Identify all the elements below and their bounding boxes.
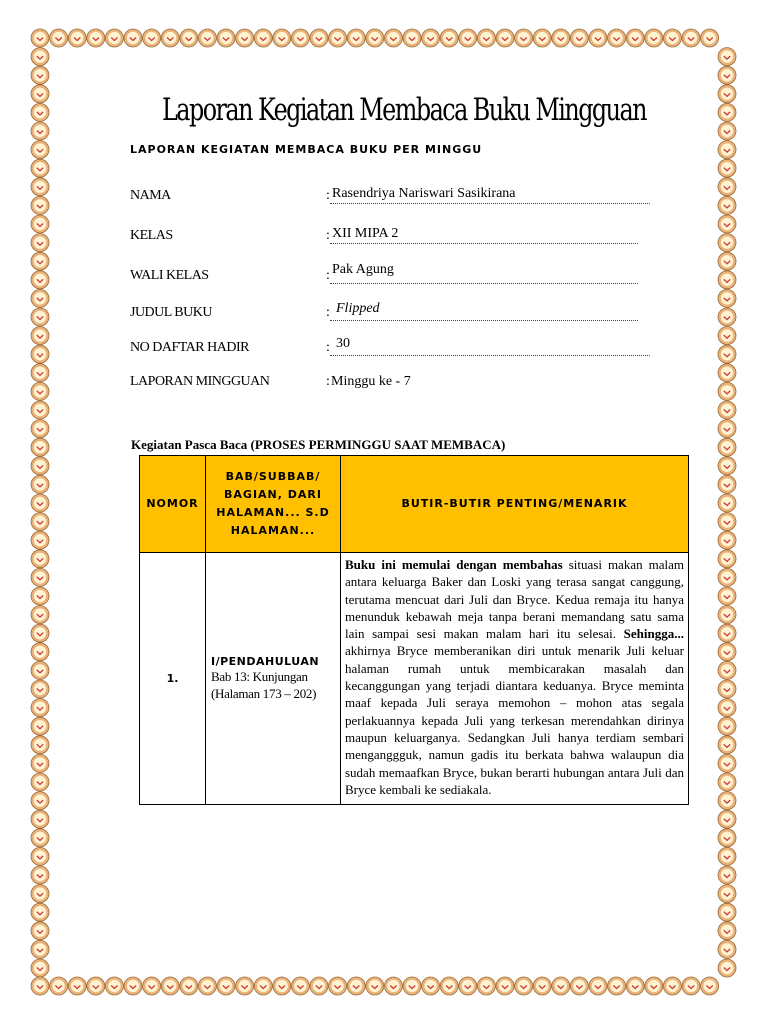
- smiley-border-icon: [589, 29, 607, 47]
- smiley-border-icon: [552, 977, 570, 995]
- field-label-judul-buku: JUDUL BUKU: [130, 305, 212, 320]
- smiley-border-icon: [403, 977, 421, 995]
- smiley-border-icon: [589, 977, 607, 995]
- smiley-border-icon: [533, 29, 551, 47]
- smiley-border-icon: [718, 420, 736, 438]
- smiley-border-icon: [31, 903, 49, 921]
- smiley-border-icon: [533, 977, 551, 995]
- smiley-border-icon: [459, 29, 477, 47]
- field-value-judul-buku: Flipped: [336, 301, 380, 316]
- smiley-border-icon: [645, 977, 663, 995]
- smiley-border-icon: [124, 29, 142, 47]
- smiley-border-icon: [552, 29, 570, 47]
- summary-bold-transition: Sehingga...: [623, 626, 684, 642]
- smiley-border-icon: [143, 977, 161, 995]
- smiley-border-icon: [608, 29, 626, 47]
- smiley-border-icon: [718, 717, 736, 735]
- smiley-border-icon: [718, 922, 736, 940]
- smiley-border-icon: [87, 29, 105, 47]
- row-chapter: [206, 553, 341, 805]
- smiley-border-icon: [31, 513, 49, 531]
- smiley-border-icon: [31, 457, 49, 475]
- smiley-border-icon: [310, 29, 328, 47]
- smiley-border-icon: [718, 829, 736, 847]
- row-summary: [341, 553, 689, 805]
- smiley-border-icon: [31, 234, 49, 252]
- smiley-border-icon: [236, 29, 254, 47]
- smiley-border-icon: [718, 289, 736, 307]
- smiley-border-icon: [626, 29, 644, 47]
- smiley-border-icon: [718, 364, 736, 382]
- field-colon: :: [326, 268, 330, 283]
- smiley-border-icon: [105, 977, 123, 995]
- smiley-border-icon: [31, 680, 49, 698]
- smiley-border-icon: [68, 29, 86, 47]
- smiley-border-icon: [496, 29, 514, 47]
- smiley-border-icon: [718, 308, 736, 326]
- smiley-border-icon: [718, 196, 736, 214]
- smiley-border-icon: [31, 308, 49, 326]
- smiley-border-icon: [718, 178, 736, 196]
- smiley-border-icon: [718, 959, 736, 977]
- smiley-border-icon: [310, 977, 328, 995]
- smiley-border-icon: [515, 29, 533, 47]
- smiley-border-icon: [477, 977, 495, 995]
- smiley-border-icon: [718, 773, 736, 791]
- smiley-border-icon: [50, 29, 68, 47]
- smiley-border-icon: [31, 141, 49, 159]
- smiley-border-icon: [31, 643, 49, 661]
- field-colon: :: [326, 340, 330, 355]
- main-title-text: Laporan Kegiatan Membaca Buku Mingguan: [162, 92, 648, 128]
- field-value-laporan-mingguan: Minggu ke - 7: [331, 374, 411, 389]
- field-colon: :: [326, 305, 330, 320]
- smiley-border-icon: [31, 866, 49, 884]
- field-label-kelas: KELAS: [130, 228, 173, 243]
- field-colon: :: [326, 228, 330, 243]
- smiley-border-icon: [329, 29, 347, 47]
- smiley-border-icon: [31, 531, 49, 549]
- smiley-border-icon: [718, 866, 736, 884]
- smiley-border-icon: [718, 792, 736, 810]
- smiley-border-icon: [31, 196, 49, 214]
- smiley-border-icon: [422, 29, 440, 47]
- smiley-border-icon: [31, 178, 49, 196]
- column-header-nomor: NOMOR: [140, 456, 206, 553]
- smiley-border-icon: [31, 624, 49, 642]
- smiley-border-icon: [31, 122, 49, 140]
- field-colon: :: [326, 188, 330, 203]
- smiley-border-icon: [143, 29, 161, 47]
- smiley-border-icon: [31, 810, 49, 828]
- smiley-border-icon: [718, 103, 736, 121]
- field-value-kelas: XII MIPA 2: [332, 226, 399, 241]
- chapter-subtitle: Bab 13: Kunjungan: [211, 669, 308, 685]
- smiley-border-icon: [31, 215, 49, 233]
- smiley-border-icon: [31, 959, 49, 977]
- field-line: [330, 243, 638, 244]
- smiley-border-icon: [273, 29, 291, 47]
- smiley-border-icon: [718, 252, 736, 270]
- smiley-border-icon: [31, 717, 49, 735]
- field-label-nama: NAMA: [130, 188, 171, 203]
- smiley-border-icon: [718, 66, 736, 84]
- smiley-border-icon: [718, 457, 736, 475]
- smiley-border-icon: [718, 606, 736, 624]
- smiley-border-icon: [459, 977, 477, 995]
- smiley-border-icon: [254, 977, 272, 995]
- table-header-row: [140, 456, 689, 553]
- smiley-border-icon: [31, 85, 49, 103]
- field-line: [330, 320, 638, 321]
- smiley-border-icon: [440, 29, 458, 47]
- smiley-border-icon: [366, 977, 384, 995]
- smiley-border-icon: [31, 345, 49, 363]
- table-row: [140, 553, 689, 805]
- smiley-border-icon: [718, 271, 736, 289]
- smiley-border-icon: [31, 420, 49, 438]
- smiley-border-icon: [31, 66, 49, 84]
- smiley-border-icon: [161, 29, 179, 47]
- field-value-no-daftar-hadir: 30: [336, 336, 350, 351]
- smiley-border-icon: [68, 977, 86, 995]
- smiley-border-icon: [31, 847, 49, 865]
- smiley-border-icon: [515, 977, 533, 995]
- smiley-border-icon: [329, 977, 347, 995]
- smiley-border-icon: [718, 159, 736, 177]
- smiley-border-icon: [718, 550, 736, 568]
- smiley-border-icon: [718, 624, 736, 642]
- smiley-border-icon: [718, 234, 736, 252]
- smiley-border-icon: [718, 382, 736, 400]
- field-row-no-daftar-hadir: [130, 336, 650, 356]
- smiley-border-icon: [626, 977, 644, 995]
- smiley-border-icon: [124, 977, 142, 995]
- smiley-border-icon: [718, 810, 736, 828]
- smiley-border-icon: [31, 475, 49, 493]
- smiley-border-icon: [384, 977, 402, 995]
- smiley-border-icon: [31, 885, 49, 903]
- smiley-border-icon: [701, 977, 719, 995]
- chapter-pages: (Halaman 173 – 202): [211, 686, 317, 702]
- smiley-border-icon: [718, 903, 736, 921]
- smiley-border-icon: [608, 977, 626, 995]
- smiley-border-icon: [682, 29, 700, 47]
- smiley-border-icon: [217, 977, 235, 995]
- smiley-border-icon: [718, 494, 736, 512]
- column-header-butir: BUTIR-BUTIR PENTING/MENARIK: [341, 456, 689, 553]
- section-heading-bold: (PROSES PERMINGGU SAAT MEMBACA): [250, 437, 506, 452]
- smiley-border-icon: [105, 29, 123, 47]
- smiley-border-icon: [31, 699, 49, 717]
- column-header-bab: BAB/SUBBAB/ BAGIAN, DARI HALAMAN... S.D HALAMAN...: [206, 456, 341, 553]
- smiley-border-icon: [384, 29, 402, 47]
- summary-bold-lead: Buku ini memulai dengan membahas: [345, 557, 563, 572]
- smiley-border-icon: [718, 736, 736, 754]
- smiley-border-icon: [718, 680, 736, 698]
- smiley-border-icon: [718, 438, 736, 456]
- smiley-border-icon: [718, 85, 736, 103]
- smiley-border-icon: [718, 754, 736, 772]
- smiley-border-icon: [31, 29, 49, 47]
- smiley-border-icon: [477, 29, 495, 47]
- field-row-kelas: [130, 224, 650, 244]
- smiley-border-icon: [366, 29, 384, 47]
- smiley-border-icon: [663, 977, 681, 995]
- field-value-nama: Rasendriya Nariswari Sasikirana: [332, 186, 516, 201]
- section-heading-plain: Kegiatan Pasca Baca: [131, 437, 251, 452]
- smiley-border-icon: [718, 643, 736, 661]
- smiley-border-icon: [440, 977, 458, 995]
- smiley-border-icon: [718, 327, 736, 345]
- smiley-border-icon: [718, 141, 736, 159]
- row-number: 1.: [140, 553, 206, 805]
- smiley-border-icon: [718, 48, 736, 66]
- smiley-border-icon: [180, 977, 198, 995]
- smiley-border-icon: [31, 606, 49, 624]
- smiley-border-icon: [31, 252, 49, 270]
- smiley-border-icon: [31, 494, 49, 512]
- smiley-border-icon: [31, 940, 49, 958]
- smiley-border-icon: [180, 29, 198, 47]
- smiley-border-icon: [570, 977, 588, 995]
- smiley-border-icon: [347, 29, 365, 47]
- smiley-border-icon: [347, 977, 365, 995]
- smiley-border-icon: [31, 401, 49, 419]
- smiley-border-icon: [198, 29, 216, 47]
- field-row-judul-buku: [130, 301, 650, 321]
- smiley-border-icon: [31, 438, 49, 456]
- smiley-border-icon: [50, 977, 68, 995]
- smiley-border-icon: [31, 977, 49, 995]
- smiley-border-icon: [718, 699, 736, 717]
- summary-text-2: akhirnya Bryce memberanikan diri untuk menarik Juli keluar halaman rumah untuk membicarakan masalah dan kecanggungan yang terjadi diantara keduanya. Bryce meminta maaf kepada Juli seraya memohon – mohon atas segala perlakuannya kepada Juli yang terkesan merendahkan dirinya maupun keluarganya. Sedangkan Juli hanya terdiam sembari menganggguk, namun gadis itu berkata bahwa walaupun dia sudah memaafkan Bryce, bukan berarti hubungan antara Juli dan Bryce kembali ke sediakala.: [345, 643, 684, 797]
- smiley-border-icon: [718, 940, 736, 958]
- field-label-laporan-mingguan: LAPORAN MINGGUAN: [130, 374, 270, 389]
- smiley-border-icon: [161, 977, 179, 995]
- main-title: [160, 84, 680, 134]
- smiley-border-icon: [31, 327, 49, 345]
- smiley-border-icon: [718, 345, 736, 363]
- smiley-border-icon: [291, 977, 309, 995]
- smiley-border-icon: [236, 977, 254, 995]
- smiley-border-icon: [291, 29, 309, 47]
- field-label-no-daftar-hadir: NO DAFTAR HADIR: [130, 340, 249, 355]
- field-line: [330, 283, 638, 284]
- smiley-border-icon: [31, 550, 49, 568]
- smiley-border-icon: [31, 103, 49, 121]
- smiley-border-icon: [718, 122, 736, 140]
- smiley-border-icon: [31, 754, 49, 772]
- section-heading: [131, 437, 505, 453]
- chapter-title: I/PENDAHULUAN: [211, 655, 320, 669]
- smiley-border-icon: [31, 587, 49, 605]
- smiley-border-icon: [663, 29, 681, 47]
- smiley-border-icon: [718, 847, 736, 865]
- smiley-border-icon: [718, 215, 736, 233]
- activity-table: [139, 455, 689, 805]
- smiley-border-icon: [31, 289, 49, 307]
- summary-text-1: situasi makan malam antara keluarga Baker dan Loski yang terasa sangat canggung, terutama mencuat dari Juli dan Bryce. Kedua remaja itu hanya menunduk kebawah meja tanpa berani memandang satu sama lain sampai sesi makan malam hari itu selesai.: [345, 557, 684, 642]
- smiley-border-icon: [422, 977, 440, 995]
- smiley-border-icon: [718, 513, 736, 531]
- smiley-border-icon: [31, 792, 49, 810]
- smiley-border-icon: [718, 661, 736, 679]
- smiley-border-icon: [570, 29, 588, 47]
- smiley-border-icon: [718, 885, 736, 903]
- field-value-wali-kelas: Pak Agung: [332, 262, 394, 277]
- field-line: [330, 355, 650, 356]
- smiley-border-icon: [718, 531, 736, 549]
- smiley-border-icon: [682, 977, 700, 995]
- smiley-border-icon: [254, 29, 272, 47]
- smiley-border-icon: [31, 364, 49, 382]
- smiley-border-icon: [31, 48, 49, 66]
- smiley-border-icon: [31, 159, 49, 177]
- field-colon: :: [326, 374, 330, 389]
- smiley-border-icon: [31, 661, 49, 679]
- smiley-border-icon: [31, 271, 49, 289]
- smiley-border-icon: [273, 977, 291, 995]
- smiley-border-icon: [87, 977, 105, 995]
- smiley-border-icon: [31, 829, 49, 847]
- subtitle: LAPORAN KEGIATAN MEMBACA BUKU PER MINGGU: [130, 143, 483, 156]
- field-row-nama: [130, 184, 650, 204]
- smiley-border-icon: [718, 568, 736, 586]
- field-line: [330, 203, 650, 204]
- smiley-border-icon: [198, 977, 216, 995]
- field-label-wali-kelas: WALI KELAS: [130, 268, 209, 283]
- smiley-border-icon: [701, 29, 719, 47]
- smiley-border-icon: [718, 475, 736, 493]
- smiley-border-icon: [31, 382, 49, 400]
- smiley-border-icon: [31, 568, 49, 586]
- field-row-wali-kelas: [130, 264, 650, 284]
- smiley-border-icon: [718, 401, 736, 419]
- smiley-border-icon: [645, 29, 663, 47]
- field-row-laporan-mingguan: [130, 370, 650, 390]
- smiley-border-icon: [718, 587, 736, 605]
- smiley-border-icon: [31, 922, 49, 940]
- smiley-border-icon: [31, 773, 49, 791]
- main-title-art: [160, 84, 680, 134]
- smiley-border-icon: [496, 977, 514, 995]
- smiley-border-icon: [403, 29, 421, 47]
- smiley-border-icon: [217, 29, 235, 47]
- smiley-border-icon: [31, 736, 49, 754]
